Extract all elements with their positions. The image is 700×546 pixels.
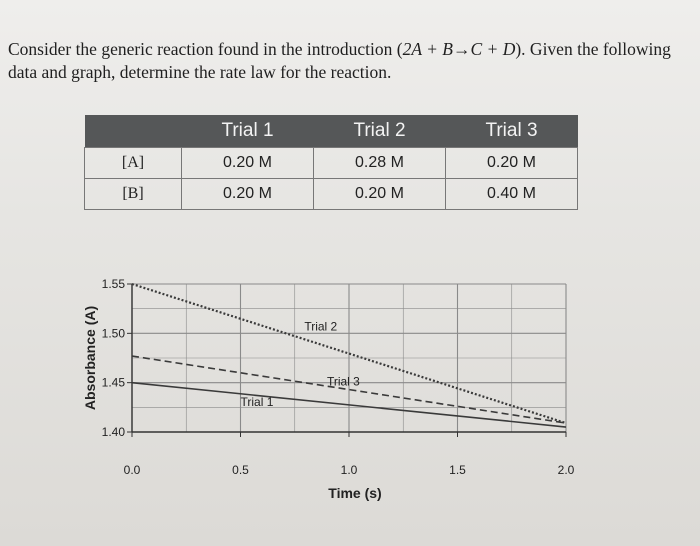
table-header-trial-1: Trial 1 xyxy=(182,115,314,148)
table-cell: 0.28 M xyxy=(314,148,446,179)
question-text xyxy=(8,38,693,84)
y-axis-label: Absorbance (A) xyxy=(82,305,98,411)
y-tick-label: 1.40 xyxy=(101,425,125,439)
table-header-corner xyxy=(85,115,182,148)
x-tick-label: 2.0 xyxy=(557,463,575,477)
absorbance-chart xyxy=(0,250,700,546)
series-label: Trial 3 xyxy=(326,374,360,389)
x-tick-label: 0.5 xyxy=(232,463,249,477)
table-cell: 0.20 M xyxy=(182,148,314,179)
table-row-b xyxy=(85,179,578,210)
table-header-row xyxy=(85,115,578,148)
table-cell: 0.20 M xyxy=(182,179,314,210)
x-tick-label: 1.0 xyxy=(340,463,358,477)
y-tick-label: 1.45 xyxy=(101,375,125,390)
table-cell: 0.20 M xyxy=(314,179,446,210)
reaction-equation: 2A + B→C + D xyxy=(402,39,516,59)
row-label-b: [B] xyxy=(85,179,182,210)
question-tail: ). Given the following data and graph, determine the rate law for the reaction. xyxy=(8,39,671,82)
series-label: Trial 1 xyxy=(240,394,274,409)
table-header-trial-2: Trial 2 xyxy=(314,115,446,148)
table-cell: 0.40 M xyxy=(446,179,578,210)
x-tick-label: 1.5 xyxy=(449,463,466,477)
question-lead: Consider the generic reaction found in the introduction ( xyxy=(8,39,403,59)
series-label: Trial 2 xyxy=(304,319,338,334)
x-axis-label: Time (s) xyxy=(328,485,382,501)
y-tick-label: 1.55 xyxy=(101,277,125,291)
table-row-a xyxy=(85,148,578,179)
table-cell: 0.20 M xyxy=(446,148,578,179)
x-tick-label: 0.0 xyxy=(123,463,141,477)
concentration-table xyxy=(84,115,578,210)
row-label-a: [A] xyxy=(85,148,182,179)
table-header-trial-3: Trial 3 xyxy=(446,115,578,148)
y-tick-label: 1.50 xyxy=(101,326,125,341)
